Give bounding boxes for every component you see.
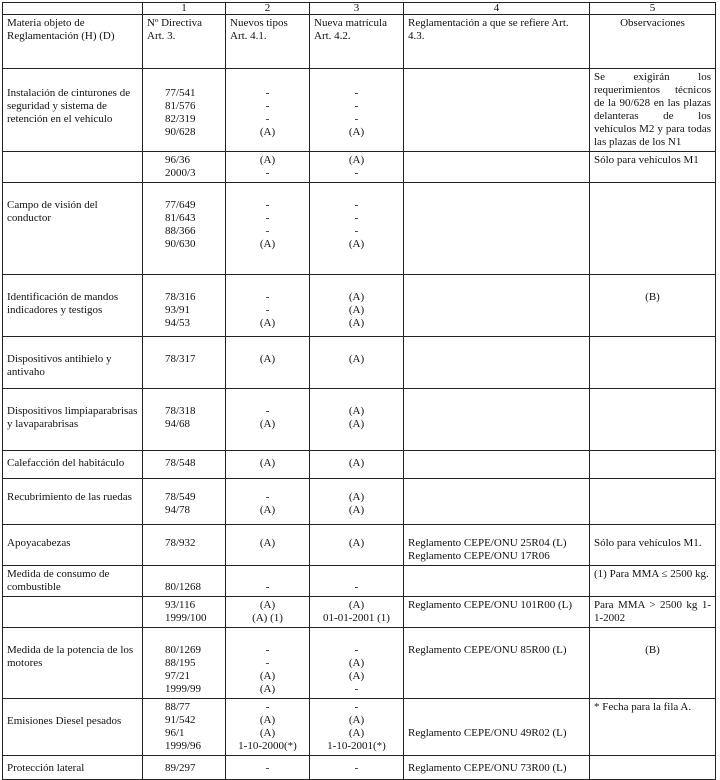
table-row: [3, 699, 716, 756]
nueva-matricula-value: (A): [348, 714, 365, 726]
subject-cell: Medida de la potencia de los motores: [3, 628, 143, 699]
header-row: [3, 15, 716, 69]
nuevos-tipos-value: -: [265, 644, 270, 656]
nueva-matricula-cell: [310, 337, 404, 389]
nueva-matricula-value: (A): [348, 491, 365, 503]
nueva-matricula-cell: [310, 183, 404, 275]
nuevos-tipos-value: -: [265, 701, 270, 713]
header-directiva: Nº Directiva Art. 3.: [143, 15, 226, 69]
header-nuevos-tipos: Nuevos tipos Art. 4.1.: [226, 15, 310, 69]
reglamentacion-cell: [404, 699, 590, 756]
nueva-matricula-value: -: [354, 167, 359, 179]
nuevos-tipos-cell: [226, 275, 310, 337]
nueva-matricula-value: 1-10-2001(*): [327, 740, 386, 752]
directiva-value: 77/649: [165, 199, 196, 211]
nueva-matricula-value: (A): [348, 405, 365, 417]
nueva-matricula-cell: [310, 451, 404, 479]
reglamentacion-cell: [404, 69, 590, 152]
nuevos-tipos-value: -: [265, 304, 270, 316]
table-row: [3, 756, 716, 780]
directiva-value: 78/318: [165, 405, 196, 417]
observaciones-cell: (B): [590, 628, 716, 699]
reglamentacion-value: Reglamento CEPE/ONU 101R00 (L): [408, 599, 573, 611]
subject-cell: Emisiones Diesel pesados: [3, 699, 143, 756]
nueva-matricula-cell: [310, 389, 404, 451]
directiva-value: 81/643: [165, 212, 196, 224]
reglamentacion-cell: [404, 525, 590, 566]
header-reglamentacion: Reglamentación a que se refiere Art. 4.3.: [404, 15, 590, 69]
nuevos-tipos-value: 1-10-2000(*): [238, 740, 297, 752]
nueva-matricula-value: (A): [348, 291, 365, 303]
directiva-value: 78/317: [165, 353, 196, 365]
observaciones-cell: (B): [590, 275, 716, 337]
table-row: [3, 566, 716, 597]
nuevos-tipos-cell: [226, 337, 310, 389]
observaciones-cell: * Fecha para la fila A.: [590, 699, 716, 756]
nuevos-tipos-value: (A): [259, 418, 276, 430]
observaciones-cell: [590, 451, 716, 479]
subject-cell: Campo de visión del conductor: [3, 183, 143, 275]
subject-cell: Identificación de mandos indicadores y testigos: [3, 275, 143, 337]
nuevos-tipos-value: (A): [259, 683, 276, 695]
nueva-matricula-value: -: [354, 87, 359, 99]
nueva-matricula-cell: [310, 275, 404, 337]
directiva-value: 88/366: [165, 225, 196, 237]
nueva-matricula-cell: [310, 566, 404, 597]
nuevos-tipos-value: -: [265, 291, 270, 303]
directiva-value: 88/195: [165, 657, 196, 669]
directiva-value: 81/576: [165, 100, 196, 112]
nuevos-tipos-value: -: [265, 167, 270, 179]
col-number: 5: [590, 3, 716, 15]
directiva-value: 82/319: [165, 113, 196, 125]
nueva-matricula-cell: [310, 597, 404, 628]
subject-cell: Protección lateral: [3, 756, 143, 780]
nuevos-tipos-value: (A): [259, 714, 276, 726]
nuevos-tipos-cell: [226, 756, 310, 780]
reglamentacion-cell: [404, 183, 590, 275]
nuevos-tipos-value: -: [265, 87, 270, 99]
directiva-value: 96/1: [165, 727, 185, 739]
regulation-table: [2, 2, 716, 780]
nuevos-tipos-value: -: [265, 113, 270, 125]
nueva-matricula-value: -: [354, 581, 359, 593]
directiva-cell: [143, 275, 226, 337]
table-row: [3, 525, 716, 566]
directiva-value: 77/541: [165, 87, 196, 99]
directiva-value: 78/548: [165, 457, 196, 469]
nueva-matricula-value: -: [354, 762, 359, 774]
nueva-matricula-cell: [310, 699, 404, 756]
reglamentacion-cell: [404, 152, 590, 183]
table-row: [3, 628, 716, 699]
header-observaciones: Observaciones: [590, 15, 716, 69]
nuevos-tipos-value: (A): [259, 353, 276, 365]
table-row: [3, 389, 716, 451]
nueva-matricula-value: (A): [348, 657, 365, 669]
nuevos-tipos-value: -: [265, 581, 270, 593]
directiva-cell: [143, 699, 226, 756]
header-nueva-matricula: Nueva matrícula Art. 4.2.: [310, 15, 404, 69]
reglamentacion-cell: [404, 566, 590, 597]
subject-cell: Calefacción del habitáculo: [3, 451, 143, 479]
directiva-value: 94/68: [165, 418, 191, 430]
nuevos-tipos-cell: [226, 69, 310, 152]
directiva-value: 78/549: [165, 491, 196, 503]
observaciones-cell: Se exigirán los requerimientos técnicos de la 90/628 en las plazas delanteras de los vehículos M2 y para todas las plazas de los N1: [590, 69, 716, 152]
subject-cell: [3, 152, 143, 183]
nuevos-tipos-value: (A): [259, 154, 276, 166]
table-row: [3, 337, 716, 389]
nuevos-tipos-cell: [226, 152, 310, 183]
table-row: [3, 479, 716, 525]
nueva-matricula-value: -: [354, 701, 359, 713]
table-row: [3, 451, 716, 479]
observaciones-cell: [590, 337, 716, 389]
nueva-matricula-value: (A): [348, 418, 365, 430]
directiva-cell: [143, 566, 226, 597]
directiva-cell: [143, 451, 226, 479]
nuevos-tipos-cell: [226, 566, 310, 597]
subject-cell: Apoyacabezas: [3, 525, 143, 566]
reglamentacion-cell: [404, 389, 590, 451]
nueva-matricula-value: -: [354, 225, 359, 237]
directiva-cell: [143, 756, 226, 780]
nuevos-tipos-value: -: [265, 762, 270, 774]
nueva-matricula-value: (A): [348, 238, 365, 250]
reglamentacion-cell: [404, 337, 590, 389]
subject-cell: [3, 597, 143, 628]
directiva-value: 90/630: [165, 238, 196, 250]
reglamentacion-value: Reglamento CEPE/ONU 17R06: [408, 550, 550, 562]
nueva-matricula-value: -: [354, 113, 359, 125]
directiva-value: 91/542: [165, 714, 196, 726]
directiva-value: 90/628: [165, 126, 196, 138]
reglamentacion-value: [408, 701, 585, 714]
nuevos-tipos-value: -: [265, 405, 270, 417]
nuevos-tipos-cell: [226, 451, 310, 479]
nueva-matricula-value: (A): [348, 317, 365, 329]
nuevos-tipos-value: (A): [259, 504, 276, 516]
reglamentacion-cell: [404, 451, 590, 479]
col-number: 3: [310, 3, 404, 15]
subject-cell: Instalación de cinturones de seguridad y sistema de retención en el vehículo: [3, 69, 143, 152]
nuevos-tipos-value: (A): [259, 670, 276, 682]
directiva-cell: [143, 337, 226, 389]
nuevos-tipos-value: -: [265, 491, 270, 503]
nueva-matricula-value: (A): [348, 670, 365, 682]
nueva-matricula-cell: [310, 479, 404, 525]
nuevos-tipos-cell: [226, 699, 310, 756]
header-materia: Materia objeto de Reglamentación (H) (D): [3, 15, 143, 69]
observaciones-cell: (1) Para MMA ≤ 2500 kg.: [590, 566, 716, 597]
nueva-matricula-value: -: [354, 683, 359, 695]
directiva-value: 89/297: [165, 762, 196, 774]
nuevos-tipos-value: -: [265, 100, 270, 112]
table-row: [3, 597, 716, 628]
directiva-cell: [143, 183, 226, 275]
nuevos-tipos-cell: [226, 183, 310, 275]
nueva-matricula-cell: [310, 628, 404, 699]
nueva-matricula-value: -: [354, 100, 359, 112]
nuevos-tipos-cell: [226, 525, 310, 566]
directiva-cell: [143, 597, 226, 628]
nuevos-tipos-value: (A): [259, 537, 276, 549]
observaciones-cell: [590, 479, 716, 525]
directiva-value: 2000/3: [165, 167, 196, 179]
col-number: 2: [226, 3, 310, 15]
nuevos-tipos-value: -: [265, 199, 270, 211]
reglamentacion-value: Reglamento CEPE/ONU 85R00 (L): [408, 644, 567, 656]
column-number-row: [3, 3, 716, 15]
reglamentacion-value: Reglamento CEPE/ONU 73R00 (L): [408, 762, 567, 774]
nueva-matricula-value: (A): [348, 537, 365, 549]
directiva-value: 78/932: [165, 537, 196, 549]
nuevos-tipos-cell: [226, 479, 310, 525]
directiva-cell: [143, 479, 226, 525]
nueva-matricula-value: -: [354, 644, 359, 656]
directiva-value: 80/1268: [165, 581, 202, 593]
directiva-value: 93/91: [165, 304, 191, 316]
col-number: [3, 3, 143, 15]
nueva-matricula-value: (A): [348, 504, 365, 516]
nueva-matricula-value: (A): [348, 457, 365, 469]
directiva-value: 1999/99: [165, 683, 202, 695]
directiva-value: 96/36: [165, 154, 191, 166]
directiva-value: 88/77: [165, 701, 191, 713]
nuevos-tipos-value: -: [265, 212, 270, 224]
observaciones-cell: Sólo para vehículos M1.: [590, 525, 716, 566]
directiva-value: 97/21: [165, 670, 191, 682]
nuevos-tipos-value: (A): [259, 599, 276, 611]
nuevos-tipos-value: (A): [259, 238, 276, 250]
reglamentacion-cell: [404, 275, 590, 337]
nuevos-tipos-value: -: [265, 657, 270, 669]
reglamentacion-cell: [404, 479, 590, 525]
nueva-matricula-value: (A): [348, 304, 365, 316]
directiva-cell: [143, 628, 226, 699]
directiva-value: 1999/96: [165, 740, 202, 752]
directiva-value: 93/116: [165, 599, 196, 611]
reglamentacion-cell: [404, 756, 590, 780]
subject-cell: Recubrimiento de las ruedas: [3, 479, 143, 525]
directiva-cell: [143, 69, 226, 152]
nuevos-tipos-value: (A): [259, 457, 276, 469]
reglamentacion-cell: [404, 628, 590, 699]
nuevos-tipos-value: (A): [259, 126, 276, 138]
nuevos-tipos-cell: [226, 389, 310, 451]
nueva-matricula-value: (A): [348, 599, 365, 611]
reglamentacion-cell: [404, 597, 590, 628]
nueva-matricula-value: -: [354, 212, 359, 224]
subject-cell: Dispositivos antihielo y antivaho: [3, 337, 143, 389]
directiva-cell: [143, 152, 226, 183]
nuevos-tipos-value: -: [265, 225, 270, 237]
directiva-value: 94/53: [165, 317, 191, 329]
nueva-matricula-value: -: [354, 199, 359, 211]
nueva-matricula-cell: [310, 525, 404, 566]
reglamentacion-value: Reglamento CEPE/ONU 49R02 (L): [408, 727, 567, 739]
table-row: [3, 183, 716, 275]
table-row: [3, 152, 716, 183]
directiva-value: 80/1269: [165, 644, 202, 656]
col-number: 1: [143, 3, 226, 15]
reglamentacion-value: Reglamento CEPE/ONU 25R04 (L): [408, 537, 567, 549]
nuevos-tipos-cell: [226, 597, 310, 628]
observaciones-cell: Para MMA > 2500 kg 1-1-2002: [590, 597, 716, 628]
nueva-matricula-value: (A): [348, 727, 365, 739]
reglamentacion-value: [408, 714, 585, 727]
table-row: [3, 275, 716, 337]
nuevos-tipos-value: (A) (1): [252, 612, 283, 624]
observaciones-cell: [590, 183, 716, 275]
subject-cell: Medida de consumo de combustible: [3, 566, 143, 597]
directiva-value: 78/316: [165, 291, 196, 303]
observaciones-cell: [590, 756, 716, 780]
col-number: 4: [404, 3, 590, 15]
nueva-matricula-value: (A): [348, 154, 365, 166]
table-row: [3, 69, 716, 152]
nuevos-tipos-value: (A): [259, 727, 276, 739]
nuevos-tipos-value: (A): [259, 317, 276, 329]
observaciones-cell: [590, 389, 716, 451]
nuevos-tipos-cell: [226, 628, 310, 699]
nueva-matricula-cell: [310, 69, 404, 152]
nueva-matricula-cell: [310, 152, 404, 183]
directiva-value: 94/78: [165, 504, 191, 516]
directiva-cell: [143, 525, 226, 566]
nueva-matricula-value: 01-01-2001 (1): [323, 612, 390, 624]
observaciones-cell: Sólo para vehículos M1: [590, 152, 716, 183]
subject-cell: Dispositivos limpiaparabrisas y lavaparabrisas: [3, 389, 143, 451]
directiva-value: 1999/100: [165, 612, 207, 624]
nueva-matricula-cell: [310, 756, 404, 780]
nueva-matricula-value: (A): [348, 126, 365, 138]
directiva-cell: [143, 389, 226, 451]
nueva-matricula-value: (A): [348, 353, 365, 365]
